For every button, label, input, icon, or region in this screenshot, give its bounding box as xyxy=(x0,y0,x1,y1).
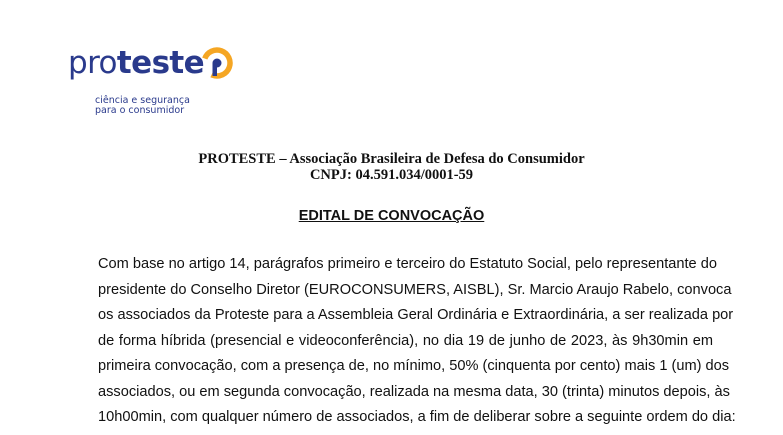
paragraph-line: primeira convocação, com a presença de, no mínimo, 50% (cinquenta por cento) mais 1 (um) dos xyxy=(98,358,730,374)
proteste-mark-icon xyxy=(201,47,233,79)
logo-tagline xyxy=(95,96,190,116)
logo-word-part2: teste xyxy=(116,45,205,81)
paragraph-line: os associados da Proteste para a Assembleia Geral Ordinária e Extraordinária, a ser realizada por xyxy=(98,307,734,323)
cnpj-number: CNPJ: 04.591.034/0001-59 xyxy=(309,167,474,183)
paragraph-line: associados, ou em segunda convocação, realizada na mesma data, 30 (trinta) minutos depois, às xyxy=(98,383,730,400)
page-title: EDITAL DE CONVOCAÇÃO xyxy=(298,208,485,224)
paragraph-line: 10h00min, com qualquer número de associados, a fim de deliberar sobre a seguinte ordem do dia: xyxy=(98,409,736,425)
logo-word-part1: pro xyxy=(68,45,117,81)
logo-wordmark xyxy=(68,44,204,82)
paragraph-line: de forma híbrida (presencial e videoconferência), no dia 19 de junho de 2023, às 9h30min em xyxy=(98,332,713,349)
tagline-line-1: ciência e segurança xyxy=(95,95,190,106)
paragraph-line: presidente do Conselho Diretor (EUROCONSUMERS, AISBL), Sr. Marcio Araujo Rabelo, convoca xyxy=(98,281,732,298)
organization-name: PROTESTE – Associação Brasileira de Defesa do Consumidor xyxy=(198,151,585,167)
tagline-line-2: para o consumidor xyxy=(95,105,185,116)
paragraph-line: Com base no artigo 14, parágrafos primeiro e terceiro do Estatuto Social, pelo representante do xyxy=(98,256,717,272)
document-header xyxy=(0,151,783,183)
proteste-logo xyxy=(68,44,238,119)
body-paragraph xyxy=(98,252,736,431)
